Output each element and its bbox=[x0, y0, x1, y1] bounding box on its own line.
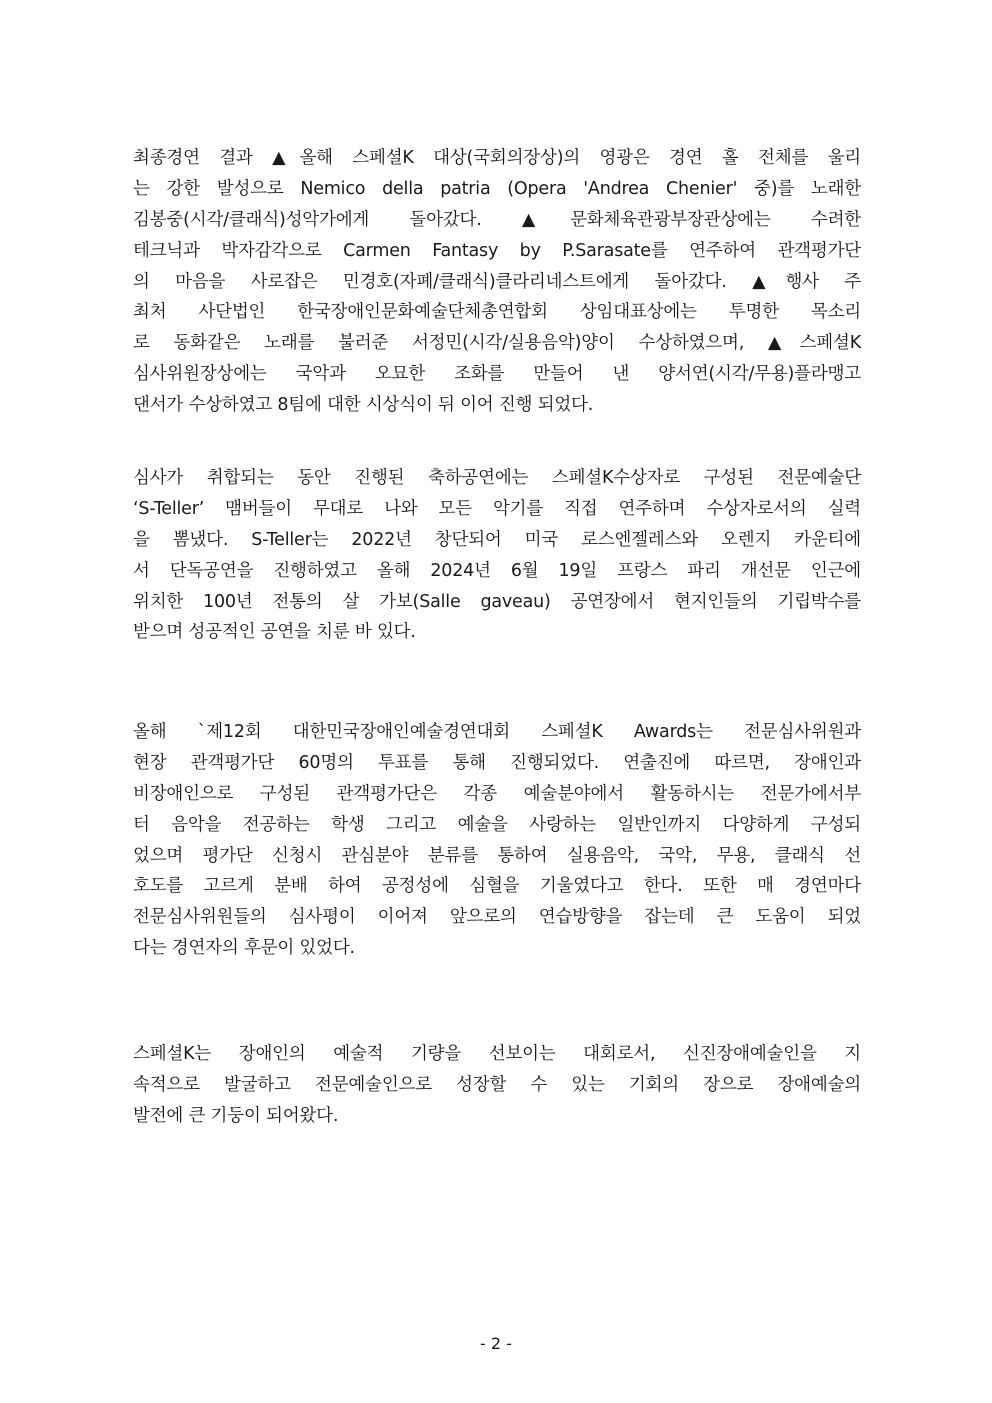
text-line: 위치한 100년 전통의 살 가보(Salle gaveau) 공연장에서 현지인들의 기립박수를 bbox=[133, 591, 861, 612]
text-line: 전문심사위원들의 심사평이 이어져 앞으로의 연습방향을 잡는데 큰 도움이 되었 bbox=[133, 907, 861, 928]
text-line: 는 강한 발성으로 Nemico della patria (Opera 'Andrea Chenier' 중)를 노래한 bbox=[133, 178, 861, 199]
text-line: 의 마음을 사로잡은 민경호(자폐/클래식)클라리네스트에게 돌아갔다. ▲행사 주 bbox=[133, 271, 861, 292]
paragraph-special-k-summary bbox=[133, 1039, 861, 1132]
paragraph-celebration-performance bbox=[133, 463, 861, 648]
text-line: 김봉중(시각/클래식)성악가에게 돌아갔다. ▲문화체육관광부장관상에는 수려한 bbox=[133, 209, 861, 230]
text-line: 발전에 큰 기둥이 되어왔다. bbox=[133, 1105, 339, 1126]
text-line: 심사위원장상에는 국악과 오묘한 조화를 만들어 낸 양서연(시각/무용)플라맹고 bbox=[133, 364, 861, 385]
page-number: - 2 - bbox=[480, 1334, 512, 1353]
text-line: 최종경연 결과 ▲올해 스페셜K 대상(국회의장상)의 영광은 경연 홀 전체를 울리 bbox=[133, 148, 861, 168]
text-line: 심사가 취합되는 동안 진행된 축하공연에는 스페셜K수상자로 구성된 전문예술단 bbox=[133, 468, 861, 488]
text-line: 올해 `제12회 대한민국장애인예술경연대회 스페셜K Awards는 전문심사위원과 bbox=[133, 722, 861, 742]
paragraph-awards-results bbox=[133, 143, 861, 421]
text-line: 을 뽐냈다. S-Teller는 2022년 창단되어 미국 로스엔젤레스와 오렌지 카운티에 bbox=[133, 529, 861, 550]
text-line: 비장애인으로 구성된 관객평가단은 각종 예술분야에서 활동하시는 전문가에서부 bbox=[133, 783, 861, 804]
paragraph-judging-process bbox=[133, 717, 861, 964]
text-line: 로 동화같은 노래를 불러준 서정민(시각/실용음악)양이 수상하였으며, ▲스페셜K bbox=[133, 333, 861, 354]
text-line: 최처 사단법인 한국장애인문화예술단체총연합회 상임대표상에는 투명한 목소리 bbox=[133, 302, 861, 323]
text-line: 현장 관객평가단 60명의 투표를 통해 진행되었다. 연출진에 따르면, 장애인과 bbox=[133, 752, 861, 773]
text-line: 서 단독공연을 진행하였고 올해 2024년 6월 19일 프랑스 파리 개선문 인근에 bbox=[133, 560, 861, 581]
text-line: 속적으로 발굴하고 전문예술인으로 성장할 수 있는 기회의 장으로 장애예술의 bbox=[133, 1074, 861, 1095]
text-line: 었으며 평가단 신청시 관심분야 분류를 통하여 실용음악, 국악, 무용, 클래식 선 bbox=[133, 845, 861, 866]
text-line: 받으며 성공적인 공연을 치룬 바 있다. bbox=[133, 622, 416, 643]
text-line: 터 음악을 전공하는 학생 그리고 예술을 사랑하는 일반인까지 다양하게 구성되 bbox=[133, 814, 861, 835]
text-line: ‘S-Teller’ 맴버들이 무대로 나와 모든 악기를 직접 연주하며 수상자로서의 실력 bbox=[133, 498, 861, 519]
text-line: 다는 경연자의 후문이 있었다. bbox=[133, 938, 355, 959]
text-line: 테크닉과 박자감각으로 Carmen Fantasy by P.Sarasate를 연주하여 관객평가단 bbox=[133, 240, 861, 261]
text-line: 댄서가 수상하였고 8팀에 대한 시상식이 뒤 이어 진행 되었다. bbox=[133, 395, 594, 416]
text-line: 호도를 고르게 분배 하여 공정성에 심혈을 기울였다고 한다. 또한 매 경연마다 bbox=[133, 876, 861, 897]
text-line: 스페셜K는 장애인의 예술적 기량을 선보이는 대회로서, 신진장애예술인을 지 bbox=[133, 1044, 861, 1064]
